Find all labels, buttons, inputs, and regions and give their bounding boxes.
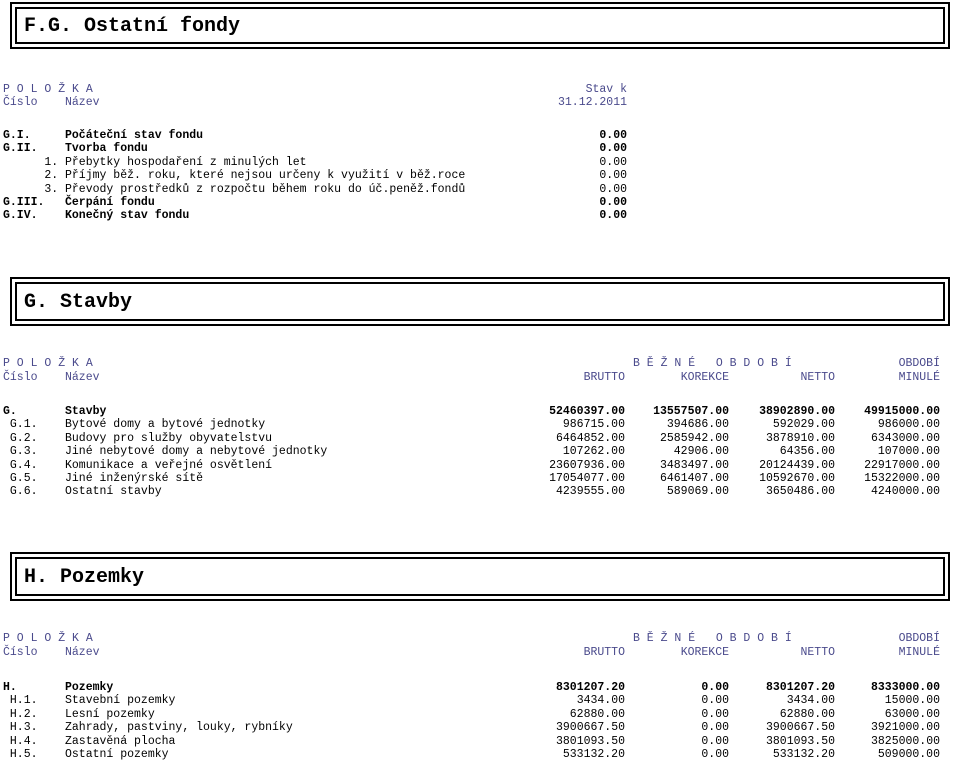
row-korekce: 0.00 xyxy=(701,721,729,735)
table-row xyxy=(0,196,960,209)
row-code: H. xyxy=(3,681,17,694)
row-brutto: 62880.00 xyxy=(569,707,625,721)
row-value: 0.00 xyxy=(599,196,627,209)
row-value: 0.00 xyxy=(599,169,627,183)
row-code: G.1. xyxy=(3,418,38,432)
row-minule: 8333000.00 xyxy=(870,681,940,694)
section-h-title-box xyxy=(10,552,950,601)
row-name: Stavby xyxy=(65,405,107,418)
g-header-polozka: P O L O Ž K A xyxy=(3,357,93,370)
fg-header-nazev: Název xyxy=(65,96,100,109)
row-brutto: 4239555.00 xyxy=(555,485,625,499)
section-h-title: H. Pozemky xyxy=(24,566,145,589)
row-netto: 62880.00 xyxy=(779,707,835,721)
row-brutto: 52460397.00 xyxy=(549,405,625,418)
row-code: H.2. xyxy=(3,707,38,721)
row-value: 0.00 xyxy=(599,129,627,142)
row-code: H.4. xyxy=(3,734,38,748)
row-name: Převody prostředků z rozpočtu během roku do úč.peněž.fondů xyxy=(65,182,466,196)
h-header-brutto: BRUTTO xyxy=(583,646,625,659)
row-korekce: 6461407.00 xyxy=(659,472,729,485)
row-value: 0.00 xyxy=(599,155,627,169)
row-code: G.2. xyxy=(3,431,38,445)
row-minule: 107000.00 xyxy=(877,445,940,459)
g-header-brutto: BRUTTO xyxy=(583,371,625,384)
fg-header-cislo: Číslo xyxy=(3,96,38,109)
table-row xyxy=(0,721,960,734)
row-name: Stavební pozemky xyxy=(65,694,176,708)
row-name: Ostatní pozemky xyxy=(65,748,169,761)
row-code: 2. xyxy=(3,169,59,183)
row-netto: 3900667.50 xyxy=(765,721,835,735)
fg-header-stav: Stav k xyxy=(585,83,627,96)
row-korekce: 0.00 xyxy=(701,734,729,748)
row-netto: 38902890.00 xyxy=(759,405,835,418)
row-value: 0.00 xyxy=(599,182,627,196)
row-name: Zahrady, pastviny, louky, rybníky xyxy=(65,721,293,735)
h-header-obdobi: OBDOBÍ xyxy=(898,632,940,645)
g-header-nazev: Název xyxy=(65,371,100,384)
row-korekce: 0.00 xyxy=(701,694,729,708)
row-name: Příjmy běž. roku, které nejsou určeny k využití v běž.roce xyxy=(65,169,466,183)
table-row xyxy=(0,735,960,748)
row-name: Budovy pro služby obyvatelstvu xyxy=(65,431,273,445)
table-row xyxy=(0,405,960,418)
row-minule: 49915000.00 xyxy=(864,405,940,418)
row-name: Tvorba fondu xyxy=(65,142,148,156)
row-code: G.3. xyxy=(3,445,38,459)
row-brutto: 3801093.50 xyxy=(555,734,625,748)
row-netto: 10592670.00 xyxy=(759,472,835,485)
row-code: 3. xyxy=(3,182,59,196)
row-korekce: 0.00 xyxy=(701,707,729,721)
table-row xyxy=(0,748,960,761)
h-header-netto: NETTO xyxy=(800,646,835,659)
row-korekce: 3483497.00 xyxy=(659,458,729,472)
h-header-cislo: Číslo xyxy=(3,646,38,659)
row-korekce: 589069.00 xyxy=(666,485,729,499)
g-header-obdobi: OBDOBÍ xyxy=(898,357,940,370)
row-brutto: 8301207.20 xyxy=(555,681,625,694)
table-row xyxy=(0,694,960,707)
row-minule: 3825000.00 xyxy=(870,734,940,748)
row-netto: 64356.00 xyxy=(779,445,835,459)
g-header-netto: NETTO xyxy=(800,371,835,384)
row-value: 0.00 xyxy=(599,209,627,223)
g-header-korekce: KOREKCE xyxy=(680,371,729,384)
row-code: G.III. xyxy=(3,196,45,209)
row-netto: 3801093.50 xyxy=(765,734,835,748)
row-code: G. xyxy=(3,405,17,418)
row-brutto: 3434.00 xyxy=(576,694,625,708)
table-row xyxy=(0,445,960,458)
h-header-bezne: B Ě Ž N É O B D O B Í xyxy=(633,632,792,645)
row-code: H.1. xyxy=(3,694,38,708)
section-h-title-inner xyxy=(15,557,945,596)
row-brutto: 23607936.00 xyxy=(549,458,625,472)
row-minule: 509000.00 xyxy=(877,748,940,761)
table-row xyxy=(0,432,960,445)
row-minule: 3921000.00 xyxy=(870,721,940,735)
row-name: Čerpání fondu xyxy=(65,196,155,209)
row-minule: 6343000.00 xyxy=(870,431,940,445)
row-brutto: 17054077.00 xyxy=(549,472,625,485)
row-minule: 22917000.00 xyxy=(864,458,940,472)
row-code: G.IV. xyxy=(3,209,38,223)
row-korekce: 0.00 xyxy=(701,681,729,694)
row-minule: 986000.00 xyxy=(877,418,940,432)
table-row xyxy=(0,209,960,222)
row-minule: 15322000.00 xyxy=(864,472,940,485)
g-header-minule: MINULÉ xyxy=(898,371,940,384)
row-netto: 3650486.00 xyxy=(765,485,835,499)
h-header-minule: MINULÉ xyxy=(898,646,940,659)
table-row xyxy=(0,156,960,169)
section-g-title-box xyxy=(10,277,950,326)
h-header-nazev: Název xyxy=(65,646,100,659)
row-netto: 3878910.00 xyxy=(765,431,835,445)
row-name: Pozemky xyxy=(65,681,114,694)
table-row xyxy=(0,681,960,694)
row-name: Lesní pozemky xyxy=(65,707,155,721)
g-header-bezne: B Ě Ž N É O B D O B Í xyxy=(633,357,792,370)
row-name: Konečný stav fondu xyxy=(65,209,190,223)
section-fg-title-box xyxy=(10,2,950,49)
section-g-title-inner xyxy=(15,282,945,321)
row-code: G.4. xyxy=(3,458,38,472)
section-g-title: G. Stavby xyxy=(24,291,133,314)
section-fg-title: F.G. Ostatní fondy xyxy=(24,15,241,38)
table-row xyxy=(0,485,960,498)
table-row xyxy=(0,142,960,155)
g-header-cislo: Číslo xyxy=(3,371,38,384)
row-value: 0.00 xyxy=(599,142,627,156)
row-name: Ostatní stavby xyxy=(65,485,162,499)
row-code: G.6. xyxy=(3,485,38,499)
row-korekce: 42906.00 xyxy=(673,445,729,459)
table-row xyxy=(0,708,960,721)
row-brutto: 3900667.50 xyxy=(555,721,625,735)
row-korekce: 0.00 xyxy=(701,748,729,761)
row-code: G.5. xyxy=(3,472,38,485)
row-name: Počáteční stav fondu xyxy=(65,129,204,142)
row-code: H.3. xyxy=(3,721,38,735)
row-code: G.I. xyxy=(3,129,31,142)
row-name: Zastavěná plocha xyxy=(65,734,176,748)
row-minule: 4240000.00 xyxy=(870,485,940,499)
row-name: Bytové domy a bytové jednotky xyxy=(65,418,266,432)
row-korekce: 394686.00 xyxy=(666,418,729,432)
h-header-korekce: KOREKCE xyxy=(680,646,729,659)
row-netto: 8301207.20 xyxy=(765,681,835,694)
row-netto: 592029.00 xyxy=(772,418,835,432)
row-minule: 63000.00 xyxy=(884,707,940,721)
table-row xyxy=(0,169,960,182)
table-row xyxy=(0,129,960,142)
row-brutto: 107262.00 xyxy=(562,445,625,459)
row-netto: 533132.20 xyxy=(772,748,835,761)
row-korekce: 2585942.00 xyxy=(659,431,729,445)
row-brutto: 986715.00 xyxy=(562,418,625,432)
row-netto: 3434.00 xyxy=(786,694,835,708)
row-minule: 15000.00 xyxy=(884,694,940,708)
row-name: Přebytky hospodaření z minulých let xyxy=(65,155,307,169)
row-brutto: 533132.20 xyxy=(562,748,625,761)
row-code: G.II. xyxy=(3,142,38,156)
table-row xyxy=(0,418,960,431)
table-row xyxy=(0,183,960,196)
h-header-polozka: P O L O Ž K A xyxy=(3,632,93,645)
table-row xyxy=(0,459,960,472)
row-name: Jiné nebytové domy a nebytové jednotky xyxy=(65,445,328,459)
fg-header-date: 31.12.2011 xyxy=(557,96,627,109)
row-netto: 20124439.00 xyxy=(759,458,835,472)
row-name: Jiné inženýrské sítě xyxy=(65,472,204,485)
row-korekce: 13557507.00 xyxy=(653,405,729,418)
row-brutto: 6464852.00 xyxy=(555,431,625,445)
row-name: Komunikace a veřejné osvětlení xyxy=(65,458,273,472)
row-code: 1. xyxy=(3,155,59,169)
row-code: H.5. xyxy=(3,748,38,761)
fg-header-polozka: P O L O Ž K A xyxy=(3,83,93,96)
table-row xyxy=(0,472,960,485)
